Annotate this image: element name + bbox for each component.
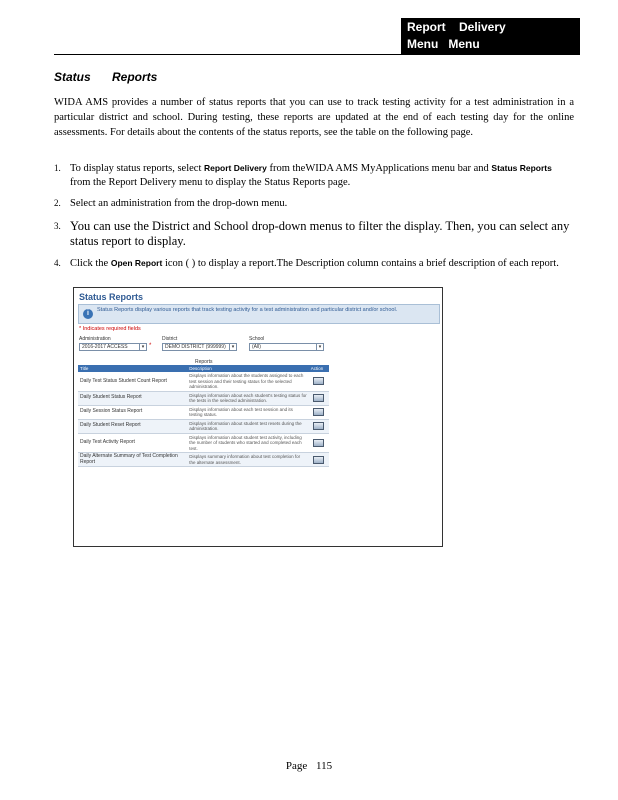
school-label: School xyxy=(249,336,265,342)
chevron-down-icon[interactable]: ▾ xyxy=(316,344,323,350)
table-row xyxy=(78,433,329,453)
col-description[interactable]: Description xyxy=(187,365,308,372)
open-report-icon[interactable] xyxy=(313,394,324,402)
table-row xyxy=(78,391,329,405)
screenshot-title: Status Reports xyxy=(79,292,144,302)
step-text: You can use the District and School drop-down menus to filter the display. Then, you can select any status report to display. xyxy=(70,218,570,248)
open-report-icon[interactable] xyxy=(313,422,324,430)
report-title: Daily Session Status Report xyxy=(78,405,187,419)
report-description: Displays information about student test activity, including the number of students who started and completed each test. xyxy=(187,433,308,453)
district-select[interactable] xyxy=(162,343,237,351)
intro-paragraph: WIDA AMS provides a number of status reports that you can use to track testing activity for a test administration in a particular district and school. During testing, these reports are updated at the end of each testing day for the online assessments. For details about the contents of the status reports, see the table on the following page. xyxy=(54,97,574,138)
col-title[interactable]: Title xyxy=(78,365,187,372)
school-select[interactable] xyxy=(249,343,324,351)
reports-caption: Reports xyxy=(195,359,213,365)
report-title: Daily Alternate Summary of Test Completion Report xyxy=(78,453,187,467)
required-asterisk: * xyxy=(149,343,152,349)
district-value: DEMO DISTRICT (999999) xyxy=(165,344,226,350)
step-text: To display status reports, select xyxy=(70,163,204,174)
report-description: Displays information about each test session and its testing status. xyxy=(187,405,308,419)
school-value: (All) xyxy=(252,344,261,350)
step-3 xyxy=(54,219,574,249)
step-text: Click the xyxy=(70,257,111,269)
section-title: Status Reports xyxy=(54,70,158,84)
info-banner xyxy=(78,304,440,324)
status-reports-screenshot xyxy=(73,287,443,547)
open-report-icon[interactable] xyxy=(313,377,324,385)
page-number: Page 115 xyxy=(285,760,333,772)
header-box xyxy=(401,18,580,55)
menu-term: Open Report xyxy=(110,257,163,268)
report-title: Daily Test Status Student Count Report xyxy=(78,372,187,391)
step-text: from the Report Delivery menu to display the Status Reports page. xyxy=(70,176,351,188)
report-title: Daily Student Status Report xyxy=(78,391,187,405)
report-description: Displays information about student test resets during the administration. xyxy=(187,419,308,433)
open-report-icon[interactable] xyxy=(313,456,324,464)
administration-select[interactable] xyxy=(79,343,147,351)
step-number: 3. xyxy=(54,220,61,231)
step-number: 1. xyxy=(54,163,61,173)
info-icon: i xyxy=(83,309,93,319)
step-number: 4. xyxy=(54,257,61,268)
step-text: icon ( ) to display a report.The Description column contains a brief description of each report. xyxy=(162,257,559,269)
step-4 xyxy=(54,257,574,271)
report-description: Displays information about each student's testing status for the tests in the selected administration. xyxy=(187,391,308,405)
table-header-row xyxy=(78,365,329,372)
report-description: Displays information about the students assigned to each test session and their testing status for the selected administration. xyxy=(187,372,308,391)
table-row xyxy=(78,419,329,433)
step-1 xyxy=(54,162,574,189)
required-note: * Indicates required fields xyxy=(79,326,141,332)
chevron-down-icon[interactable]: ▾ xyxy=(229,344,236,350)
menu-term: Status Reports xyxy=(491,163,552,173)
table-row xyxy=(78,405,329,419)
header-line-2: Menu Menu xyxy=(407,37,480,51)
steps-list xyxy=(54,162,574,278)
open-report-icon[interactable] xyxy=(313,439,324,447)
report-title: Daily Student Reset Report xyxy=(78,419,187,433)
header-line-1: Report Delivery xyxy=(407,20,506,34)
reports-table xyxy=(78,365,329,467)
table-row xyxy=(78,453,329,467)
table-row xyxy=(78,372,329,391)
col-action: Action xyxy=(309,365,329,372)
info-text: Status Reports display various reports that track testing activity for a test administration and particular district and/or school. xyxy=(97,307,398,313)
step-number: 2. xyxy=(54,198,61,208)
open-report-icon[interactable] xyxy=(313,408,324,416)
chevron-down-icon[interactable]: ▾ xyxy=(139,344,146,350)
administration-label: Administration xyxy=(79,336,111,342)
administration-value: 2016-2017 ACCESS xyxy=(82,344,128,350)
header-rule xyxy=(54,54,580,55)
menu-term: Report Delivery xyxy=(204,163,267,173)
district-label: District xyxy=(162,336,178,342)
step-text: Select an administration from the drop-down menu. xyxy=(70,198,288,209)
report-title: Daily Test Activity Report xyxy=(78,433,187,453)
report-description: Displays summary information about test completion for the alternate assessment. xyxy=(187,453,308,467)
step-text: from theWIDA AMS MyApplications menu bar and xyxy=(266,163,492,174)
step-2 xyxy=(54,197,574,211)
